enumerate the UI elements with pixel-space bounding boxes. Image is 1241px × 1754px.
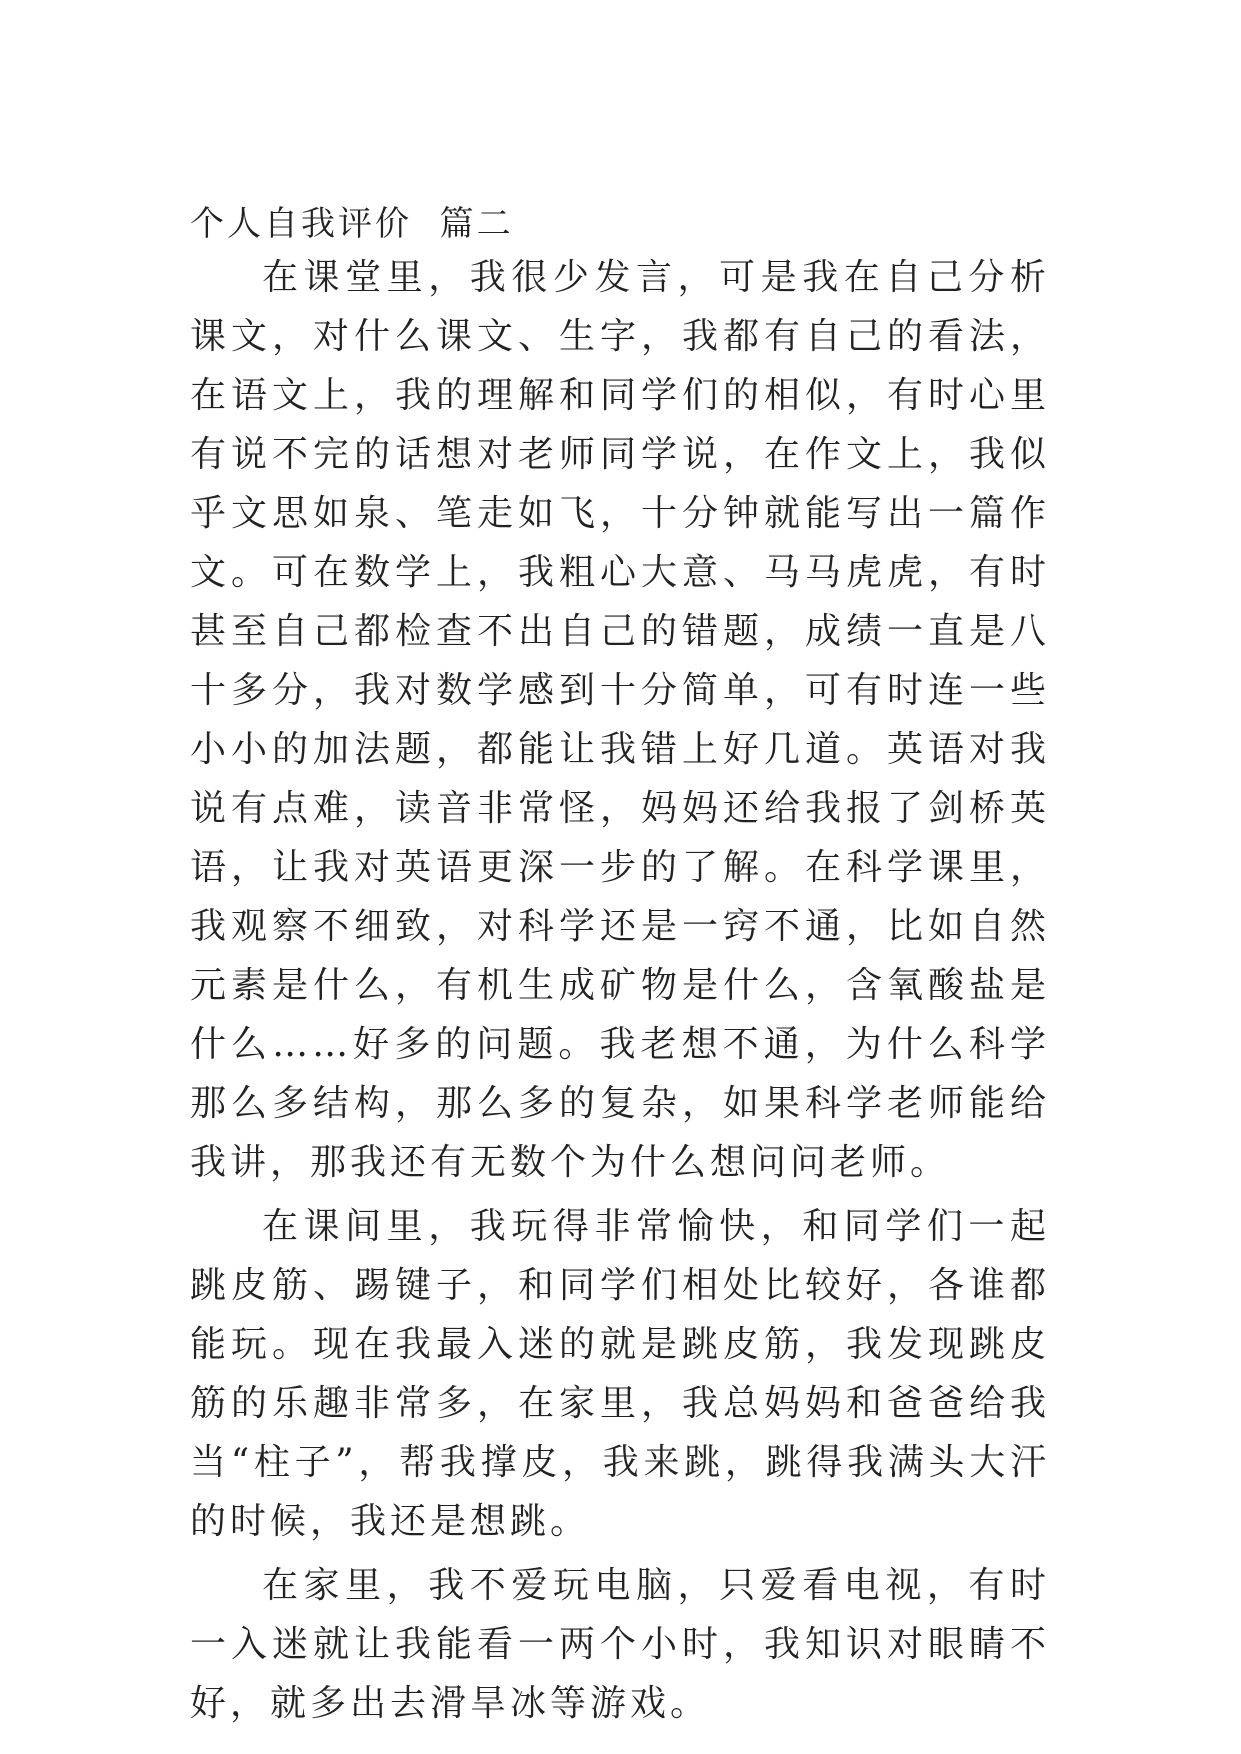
paragraph-recess: 在课间里，我玩得非常愉快，和同学们一起跳皮筋、踢键子，和同学们相处比较好，各谁都能玩。现在我最入迷的就是跳皮筋，我发现跳皮筋的乐趣非常多，在家里，我总妈妈和爸爸给我当“柱子”，帮我撑皮，我来跳，跳得我满头大汗的时候，我还是想跳。 [190, 1206, 1050, 1542]
paragraph-classroom: 在课堂里，我很少发言，可是我在自己分析课文，对什么课文、生字，我都有自己的看法，在语文上，我的理解和同学们的相似，有时心里有说不完的话想对老师同学说，在作文上，我似乎文思如泉、笔走如飞，十分钟就能写出一篇作文。可在数学上，我粗心大意、马马虎虎，有时甚至自己都检查不出自己的错题，成绩一直是八十多分，我对数学感到十分简单，可有时连一些小小的加法题，都能让我错上好几道。英语对我说有点难，读音非常怪，妈妈还给我报了剑桥英语，让我对英语更深一步的了解。在科学课里，我观察不细致，对科学还是一窍不通，比如自然元素是什么，有机生成矿物是什么，含氧酸盐是什么……好多的问题。我老想不通，为什么科学那么多结构，那么多的复杂，如果科学老师能给我讲，那我还有无数个为什么想问问老师。 [190, 257, 1050, 1183]
document-title: 个人自我评价 篇二 [190, 204, 514, 244]
document-page [190, 200, 1050, 1738]
paragraph-home: 在家里，我不爱玩电脑，只爱看电视，有时一入迷就让我能看一两个小时，我知识对眼睛不好，就多出去滑旱冰等游戏。 [190, 1565, 1050, 1724]
